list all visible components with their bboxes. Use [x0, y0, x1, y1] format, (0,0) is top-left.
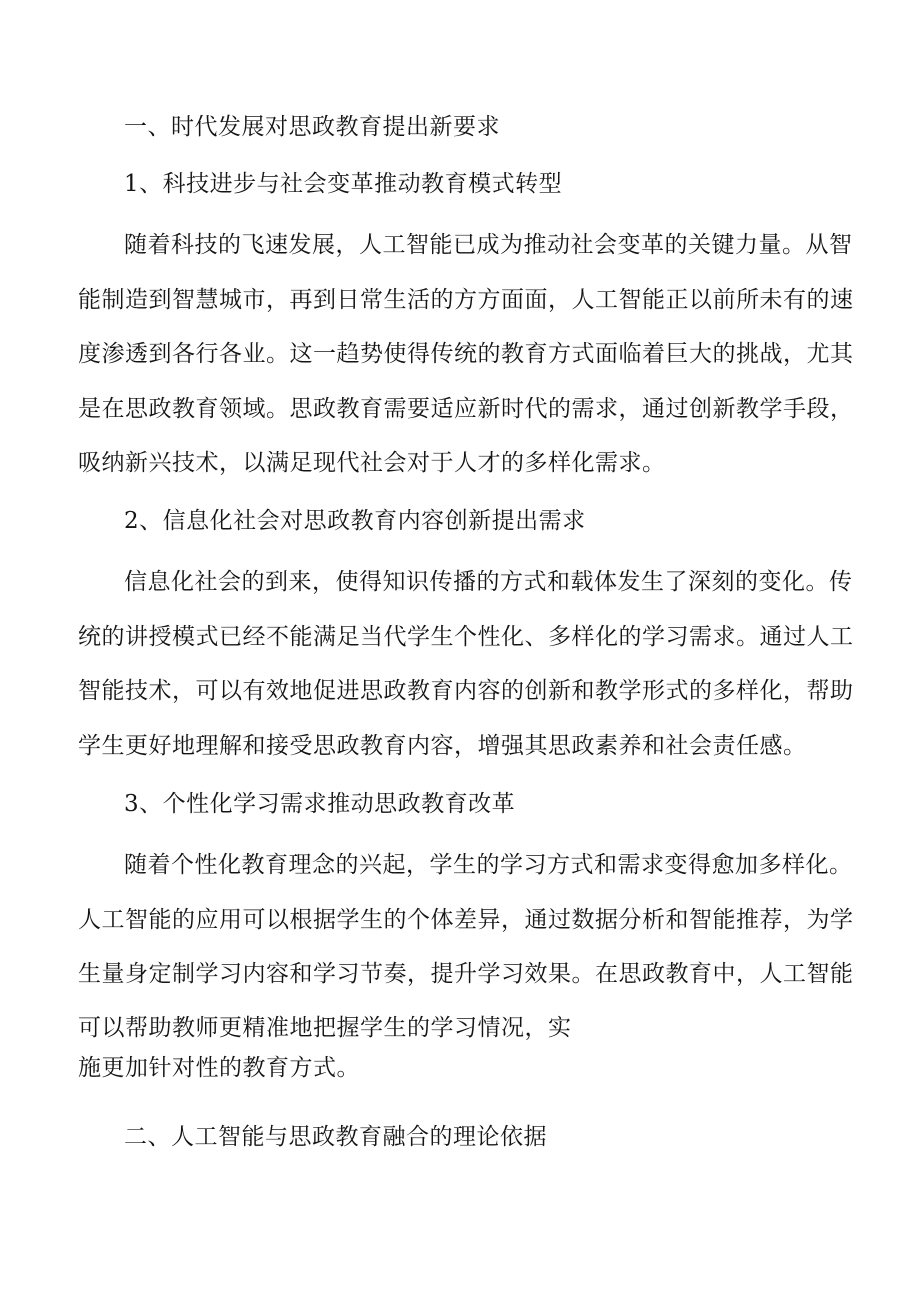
subsection-2-heading: 2、信息化社会对思政教育内容创新提出需求 — [124, 508, 586, 534]
paragraph-2-line-2: 统的讲授模式已经不能满足当代学生个性化、多样化的学习需求。通过人工 — [78, 624, 854, 650]
paragraph-1-line-5: 吸纳新兴技术，以满足现代社会对于人才的多样化需求。 — [78, 450, 666, 476]
paragraph-2-line-3: 智能技术，可以有效地促进思政教育内容的创新和教学形式的多样化，帮助 — [78, 678, 854, 704]
subsection-3-heading: 3、个性化学习需求推动思政教育改革 — [124, 791, 516, 817]
paragraph-3-line-4: 可以帮助教师更精准地把握学生的学习情况，实 — [78, 1015, 572, 1041]
paragraph-1-line-4: 是在思政教育领域。思政教育需要适应新时代的需求，通过创新教学手段， — [78, 396, 854, 422]
paragraph-1-line-3: 度渗透到各行各业。这一趋势使得传统的教育方式面临着巨大的挑战，尤其 — [78, 341, 854, 367]
paragraph-1-line-1: 随着科技的飞速发展，人工智能已成为推动社会变革的关键力量。从智 — [124, 232, 853, 258]
subsection-1-heading: 1、科技进步与社会变革推动教育模式转型 — [124, 171, 563, 197]
paragraph-3-line-3: 生量身定制学习内容和学习节奏，提升学习效果。在思政教育中，人工智能 — [78, 961, 854, 987]
paragraph-3-line-1: 随着个性化教育理念的兴起，学生的学习方式和需求变得愈加多样化。 — [124, 852, 853, 878]
paragraph-1-line-2: 能制造到智慧城市，再到日常生活的方方面面，人工智能正以前所未有的速 — [78, 287, 854, 313]
section-1-title: 一、时代发展对思政教育提出新要求 — [124, 114, 500, 140]
paragraph-3-line-2: 人工智能的应用可以根据学生的个体差异，通过数据分析和智能推荐，为学 — [78, 907, 854, 933]
paragraph-2-line-4: 学生更好地理解和接受思政教育内容，增强其思政素养和社会责任感。 — [78, 733, 807, 759]
section-2-title: 二、人工智能与思政教育融合的理论依据 — [124, 1124, 547, 1150]
paragraph-2-line-1: 信息化社会的到来，使得知识传播的方式和载体发生了深刻的变化。传 — [124, 569, 853, 595]
paragraph-3-line-5: 施更加针对性的教育方式。 — [78, 1055, 360, 1081]
